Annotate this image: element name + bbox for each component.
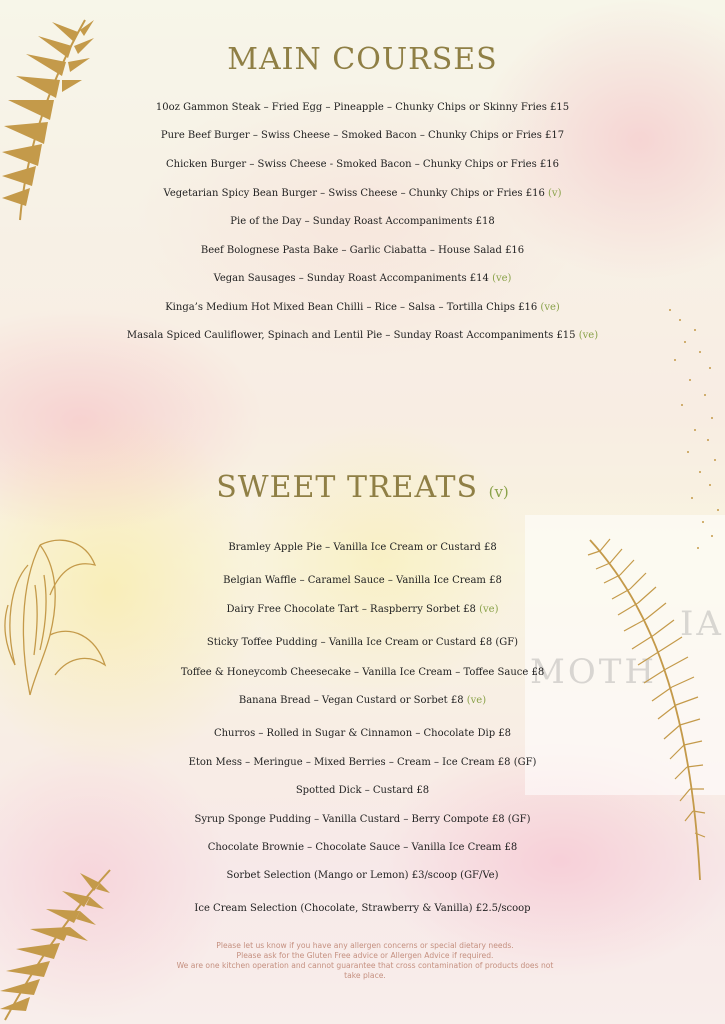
menu-item-text: Chicken Burger – Swiss Cheese - Smoked Bacon – Chunky Chips or Fries £16 xyxy=(166,159,559,170)
menu-item xyxy=(0,634,725,652)
allergen-notice-line-4: take place. xyxy=(344,971,386,980)
dietary-tag: (ve) xyxy=(466,695,487,706)
menu-item-text: Beef Bolognese Pasta Bake – Garlic Ciabatta – House Salad £16 xyxy=(200,245,525,256)
sweet-treats-vegetarian-tag: (v) xyxy=(488,483,509,501)
watermark-line-2: MOTH xyxy=(530,652,658,692)
menu-item-text: Masala Spiced Cauliflower, Spinach and Lentil Pie – Sunday Roast Accompaniments £15 xyxy=(126,330,576,341)
dietary-tag: (ve) xyxy=(578,330,599,341)
menu-item xyxy=(0,185,725,203)
dietary-tag: (v) xyxy=(548,188,562,199)
allergen-notice xyxy=(150,941,580,981)
menu-item-text: 10oz Gammon Steak – Fried Egg – Pineapple – Chunky Chips or Skinny Fries £15 xyxy=(155,102,570,113)
menu-item xyxy=(0,782,725,800)
menu-item xyxy=(0,270,725,288)
menu-item xyxy=(0,692,725,710)
menu-item-text: Toffee & Honeycomb Cheesecake – Vanilla Ice Cream – Toffee Sauce £8 xyxy=(180,667,545,678)
menu-item-text: Vegan Sausages – Sunday Roast Accompaniments £14 xyxy=(213,273,489,284)
menu-item-text: Spotted Dick – Custard £8 xyxy=(295,785,430,796)
menu-item-text: Dairy Free Chocolate Tart – Raspberry Sorbet £8 xyxy=(226,604,476,615)
menu-item xyxy=(0,664,725,682)
menu-item-text: Bramley Apple Pie – Vanilla Ice Cream or Custard £8 xyxy=(228,542,497,553)
menu-item xyxy=(0,754,725,772)
menu-item xyxy=(0,725,725,743)
allergen-notice-line-1: Please let us know if you have any allergen concerns or special dietary needs. xyxy=(216,941,514,950)
menu-item-text: Syrup Sponge Pudding – Vanilla Custard – Berry Compote £8 (GF) xyxy=(194,814,531,825)
allergen-notice-line-2: Please ask for the Gluten Free advice or Allergen Advice if required. xyxy=(236,951,494,960)
menu-item xyxy=(0,839,725,857)
menu-item-text: Pure Beef Burger – Swiss Cheese – Smoked Bacon – Chunky Chips or Fries £17 xyxy=(160,130,565,141)
main-courses-heading: MAIN COURSES xyxy=(227,42,498,77)
menu-item xyxy=(0,539,725,557)
menu-item-text: Chocolate Brownie – Chocolate Sauce – Vanilla Ice Cream £8 xyxy=(207,842,518,853)
menu-item xyxy=(0,242,725,260)
dietary-tag: (ve) xyxy=(540,302,560,313)
menu-item-text: Banana Bread – Vegan Custard or Sorbet £8 xyxy=(238,695,464,706)
menu-item xyxy=(0,601,725,619)
menu-item xyxy=(0,299,725,317)
sweet-treats-heading xyxy=(0,470,725,505)
menu-item-text: Sticky Toffee Pudding – Vanilla Ice Cream or Custard £8 (GF) xyxy=(206,637,519,648)
menu-item xyxy=(0,572,725,590)
menu-item-text: Eton Mess – Meringue – Mixed Berries – Cream – Ice Cream £8 (GF) xyxy=(188,757,537,768)
menu-item-text: Belgian Waffle – Caramel Sauce – Vanilla Ice Cream £8 xyxy=(223,575,502,586)
menu-item-text: Kinga’s Medium Hot Mixed Bean Chilli – Rice – Salsa – Tortilla Chips £16 xyxy=(165,302,538,313)
watermark-line-1: IA xyxy=(680,604,724,644)
menu-item xyxy=(0,867,725,885)
dietary-tag: (ve) xyxy=(479,604,499,615)
menu-item xyxy=(0,213,725,231)
menu-item xyxy=(0,99,725,117)
menu-item xyxy=(0,811,725,829)
fern-bottom-left-icon xyxy=(0,865,120,1024)
sweet-treats-title: SWEET TREATS xyxy=(216,470,479,505)
menu-item-text: Ice Cream Selection (Chocolate, Strawberry & Vanilla) £2.5/scoop xyxy=(194,903,531,914)
menu-item-text: Vegetarian Spicy Bean Burger – Swiss Cheese – Chunky Chips or Fries £16 xyxy=(163,188,545,199)
menu-item-text: Churros – Rolled in Sugar & Cinnamon – Chocolate Dip £8 xyxy=(213,728,512,739)
menu-item-text: Sorbet Selection (Mango or Lemon) £3/scoop (GF/Ve) xyxy=(226,870,499,881)
menu-item xyxy=(0,327,725,345)
dietary-tag: (ve) xyxy=(492,273,512,284)
menu-item xyxy=(0,127,725,145)
menu-item-text: Pie of the Day – Sunday Roast Accompaniments £18 xyxy=(230,216,495,227)
menu-item xyxy=(0,900,725,918)
menu-item xyxy=(0,156,725,174)
allergen-notice-line-3: We are one kitchen operation and cannot guarantee that cross contamination of products does not xyxy=(176,961,554,970)
